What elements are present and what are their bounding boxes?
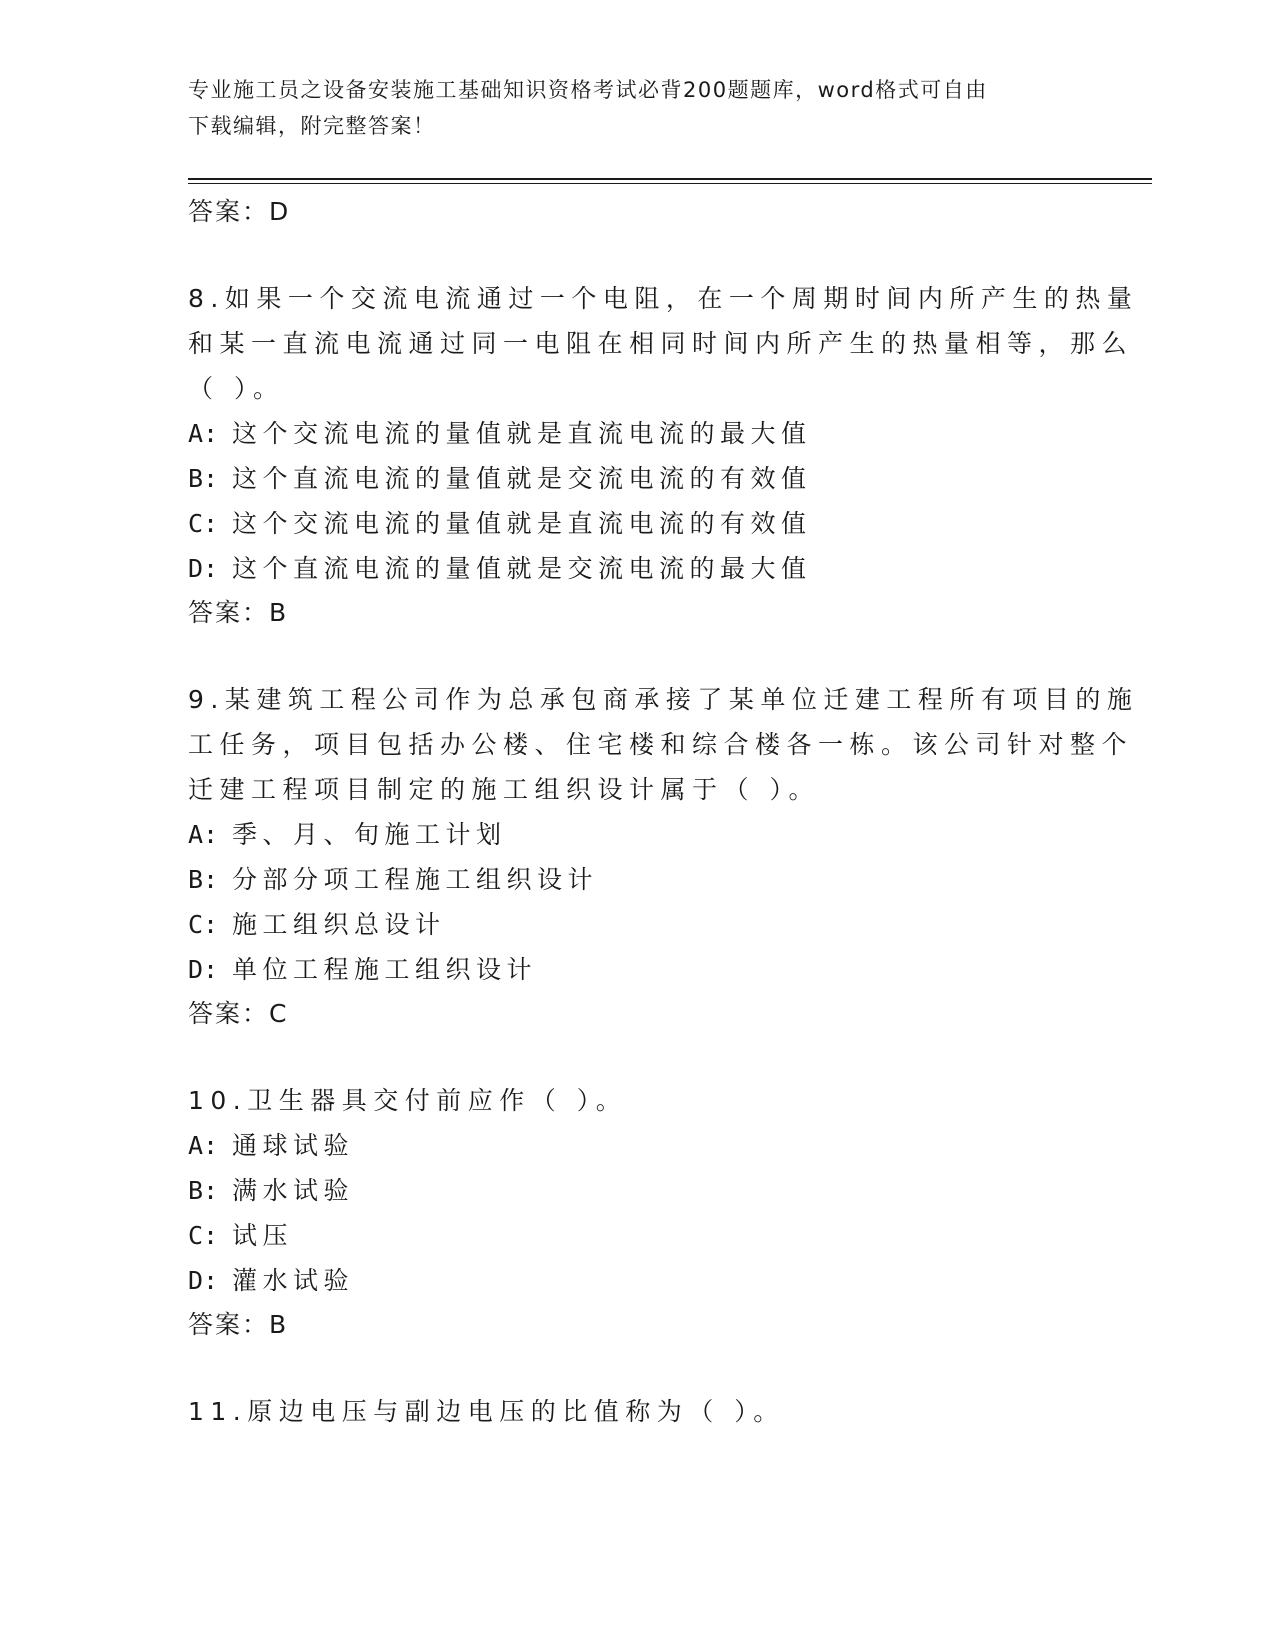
option-text: 季、月、旬施工计划 xyxy=(232,820,507,849)
header-line-1: 专业施工员之设备安装施工基础知识资格考试必背200题题库，word格式可自由 xyxy=(188,78,988,102)
option-text: 这个交流电流的量值就是直流电流的有效值 xyxy=(232,509,812,538)
answer-q9: 答案：C xyxy=(188,999,289,1028)
option-letter: C: xyxy=(188,509,219,538)
question-8-line-2: 和某一直流电流通过同一电阻在相同时间内所产生的热量相等，那么 xyxy=(188,329,1134,358)
question-9-option-a xyxy=(188,812,1088,857)
question-10-option-a xyxy=(188,1123,1088,1168)
spacer xyxy=(188,234,1088,276)
page-header xyxy=(188,72,1068,144)
answer-q10: 答案：B xyxy=(188,1310,289,1339)
option-letter: A: xyxy=(188,820,219,849)
option-letter: C: xyxy=(188,1221,219,1250)
question-10-option-d xyxy=(188,1258,1088,1303)
option-text: 单位工程施工组织设计 xyxy=(232,955,538,984)
question-9-option-c xyxy=(188,902,1088,947)
question-9-line-3: 迁建工程项目制定的施工组织设计属于（ ）。 xyxy=(188,775,820,804)
option-text: 这个直流电流的量值就是交流电流的有效值 xyxy=(232,464,812,493)
option-text: 这个交流电流的量值就是直流电流的最大值 xyxy=(232,419,812,448)
question-9-option-b xyxy=(188,857,1088,902)
question-8-line-1: 8.如果一个交流电流通过一个电阻，在一个周期时间内所产生的热量 xyxy=(188,284,1139,313)
option-letter: A: xyxy=(188,1131,219,1160)
spacer xyxy=(188,635,1088,677)
question-list xyxy=(188,190,1139,1434)
answer-q8: 答案：B xyxy=(188,598,289,627)
question-10-option-b xyxy=(188,1168,1088,1213)
option-letter: D: xyxy=(188,1266,219,1295)
option-text: 施工组织总设计 xyxy=(232,910,446,939)
question-9-line-2: 工任务，项目包括办公楼、住宅楼和综合楼各一栋。该公司针对整个 xyxy=(188,730,1134,759)
question-10-line-1: 10.卫生器具交付前应作（ ）。 xyxy=(188,1086,628,1115)
option-letter: B: xyxy=(188,865,219,894)
option-text: 这个直流电流的量值就是交流电流的最大值 xyxy=(232,554,812,583)
question-11-line-1: 11.原边电压与副边电压的比值称为（ ）。 xyxy=(188,1397,785,1426)
question-10 xyxy=(188,1078,1088,1347)
spacer xyxy=(188,1347,1088,1389)
question-8-option-c xyxy=(188,501,1088,546)
header-rule-thin xyxy=(188,183,1152,184)
option-text: 试压 xyxy=(232,1221,294,1250)
header-line-2: 下载编辑，附完整答案！ xyxy=(188,114,436,138)
question-8-option-d xyxy=(188,546,1088,591)
option-letter: A: xyxy=(188,419,219,448)
option-letter: B: xyxy=(188,464,219,493)
spacer xyxy=(188,1036,1088,1078)
question-9 xyxy=(188,677,1139,1036)
question-8-option-b xyxy=(188,456,1088,501)
question-8 xyxy=(188,276,1139,635)
option-letter: C: xyxy=(188,910,219,939)
option-letter: B: xyxy=(188,1176,219,1205)
question-9-line-1: 9.某建筑工程公司作为总承包商承接了某单位迁建工程所有项目的施 xyxy=(188,685,1139,714)
option-text: 通球试验 xyxy=(232,1131,355,1160)
option-text: 满水试验 xyxy=(232,1176,355,1205)
question-8-option-a xyxy=(188,411,1088,456)
question-9-option-d xyxy=(188,947,1088,992)
option-letter: D: xyxy=(188,554,219,583)
answer-q7: 答案：D xyxy=(188,197,291,226)
header-rule-thick xyxy=(188,178,1152,180)
question-11 xyxy=(188,1389,1088,1434)
option-text: 灌水试验 xyxy=(232,1266,355,1295)
option-letter: D: xyxy=(188,955,219,984)
question-8-line-3: （ ）。 xyxy=(188,374,285,403)
question-10-option-c xyxy=(188,1213,1088,1258)
option-text: 分部分项工程施工组织设计 xyxy=(232,865,599,894)
